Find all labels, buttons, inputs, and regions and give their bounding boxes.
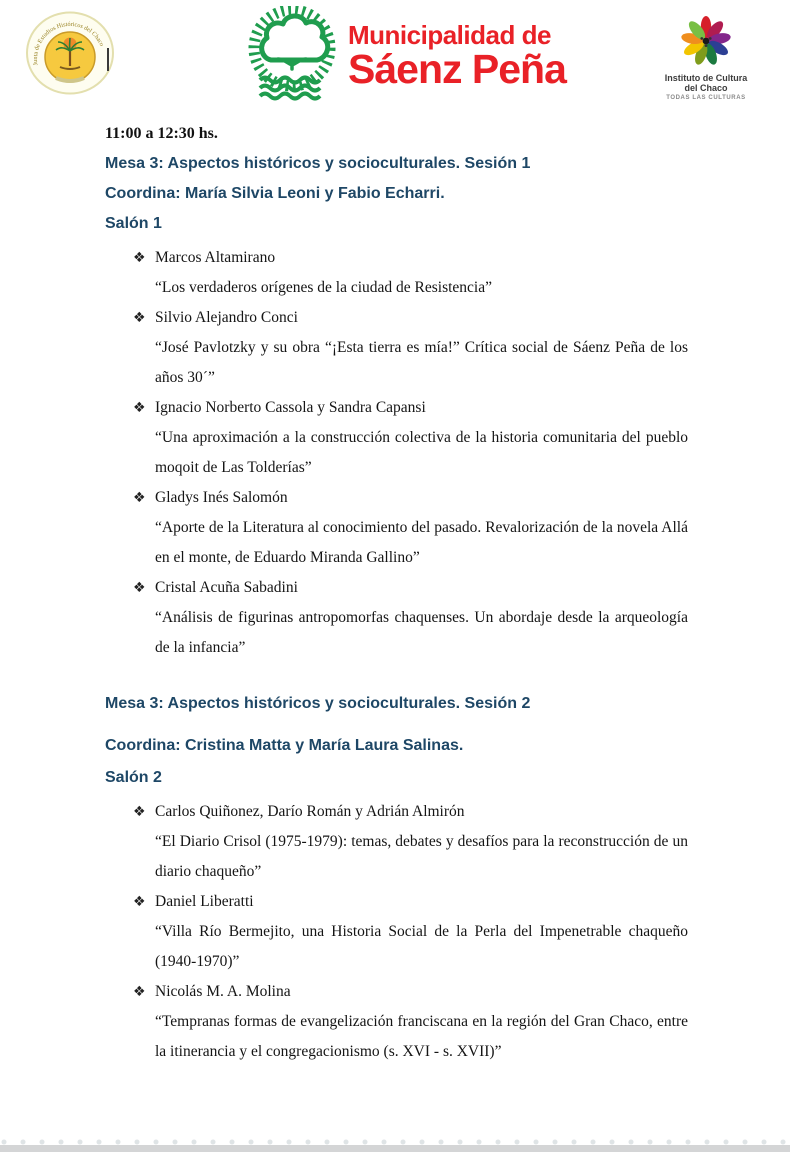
presentation-item xyxy=(105,977,688,1067)
presentation-authors: Cristal Acuña Sabadini xyxy=(155,579,298,596)
text-cursor-mark xyxy=(107,48,109,71)
presentation-item xyxy=(105,573,688,663)
session-time: 11:00 a 12:30 hs. xyxy=(105,125,218,142)
presentation-list xyxy=(105,797,688,1067)
institute-name xyxy=(660,74,752,93)
seal-icon xyxy=(26,11,114,95)
presentation-item xyxy=(105,797,688,887)
session-title: Mesa 3: Aspectos históricos y socioculturales. Sesión 2 xyxy=(105,695,531,712)
presentation-title-text: “Aporte de la Literatura al conocimiento del pasado. Revalorización de la novela Allá en el monte, de Eduardo Miranda Gallino” xyxy=(155,519,688,566)
presentation-authors: Daniel Liberatti xyxy=(155,893,254,910)
municipality-wordmark xyxy=(348,6,566,92)
municipality-line2: Sáenz Peña xyxy=(348,46,566,92)
presentation-title-text: “Una aproximación a la construcción colectiva de la historia comunitaria del pueblo moqoit de Las Tolderías” xyxy=(155,429,688,476)
institute-name-line2: del Chaco xyxy=(684,82,728,93)
presentation-title-text: “Los verdaderos orígenes de la ciudad de Resistencia” xyxy=(155,279,492,296)
presentation-authors: Silvio Alejandro Conci xyxy=(155,309,298,326)
diamond-bullet-icon: ❖ xyxy=(133,490,146,506)
session-title: Mesa 3: Aspectos históricos y socioculturales. Sesión 1 xyxy=(105,155,531,172)
document-header xyxy=(0,0,790,108)
cotton-sun-waves-emblem-icon xyxy=(244,6,340,104)
presentation-authors: Carlos Quiñonez, Darío Román y Adrián Almirón xyxy=(155,803,465,820)
presentation-title-text: “José Pavlotzky y su obra “¡Esta tierra es mía!” Crítica social de Sáenz Peña de los años 30´” xyxy=(155,339,688,386)
session-2 xyxy=(105,689,688,1067)
presentation-title-text: “Tempranas formas de evangelización franciscana en la región del Gran Chaco, entre la itinerancia y el congregacionismo (s. XVI - s. XVII)” xyxy=(155,1013,688,1060)
bottom-strip xyxy=(0,1145,790,1152)
diamond-bullet-icon: ❖ xyxy=(133,984,146,1000)
presentation-item xyxy=(105,243,688,303)
presentation-authors: Nicolás M. A. Molina xyxy=(155,983,291,1000)
presentation-list xyxy=(105,243,688,663)
program-content xyxy=(105,105,688,1067)
municipality-logo xyxy=(244,6,566,104)
diamond-bullet-icon: ❖ xyxy=(133,250,146,266)
institute-logo xyxy=(660,14,752,102)
presentation-item xyxy=(105,393,688,483)
session-room: Salón 2 xyxy=(105,769,162,786)
presentation-title-text: “El Diario Crisol (1975-1979): temas, debates y desafíos para la reconstrucción de un diario chaqueño” xyxy=(155,833,688,880)
institute-name-line1: Instituto de Cultura xyxy=(664,73,748,83)
institute-tagline: TODAS LAS CULTURAS xyxy=(666,95,746,101)
presentation-item xyxy=(105,887,688,977)
diamond-bullet-icon: ❖ xyxy=(133,310,146,326)
session-1 xyxy=(105,149,688,663)
diamond-bullet-icon: ❖ xyxy=(133,894,146,910)
presentation-authors: Marcos Altamirano xyxy=(155,249,276,266)
presentation-authors: Gladys Inés Salomón xyxy=(155,489,288,506)
diamond-bullet-icon: ❖ xyxy=(133,804,146,820)
municipality-line1: Municipalidad de xyxy=(348,20,551,50)
presentation-title-text: “Villa Río Bermejito, una Historia Social de la Perla del Impenetrable chaqueño (1940-1970)” xyxy=(155,923,688,970)
presentation-item xyxy=(105,303,688,393)
flower-icon xyxy=(662,14,750,68)
junta-historicos-seal-logo xyxy=(26,11,114,100)
presentation-title-text: “Análisis de figurinas antropomorfas chaquenses. Un abordaje desde la arqueología de la infancia” xyxy=(155,609,688,656)
presentation-authors: Ignacio Norberto Cassola y Sandra Capansi xyxy=(155,399,426,416)
session-coordinator: Coordina: Cristina Matta y María Laura Salinas. xyxy=(105,737,464,754)
diamond-bullet-icon: ❖ xyxy=(133,400,146,416)
seal-arc-text: Junta de Estudios Históricos del Chaco xyxy=(31,20,106,66)
session-coordinator: Coordina: María Silvia Leoni y Fabio Echarri. xyxy=(105,185,445,202)
session-room: Salón 1 xyxy=(105,215,162,232)
presentation-item xyxy=(105,483,688,573)
diamond-bullet-icon: ❖ xyxy=(133,580,146,596)
